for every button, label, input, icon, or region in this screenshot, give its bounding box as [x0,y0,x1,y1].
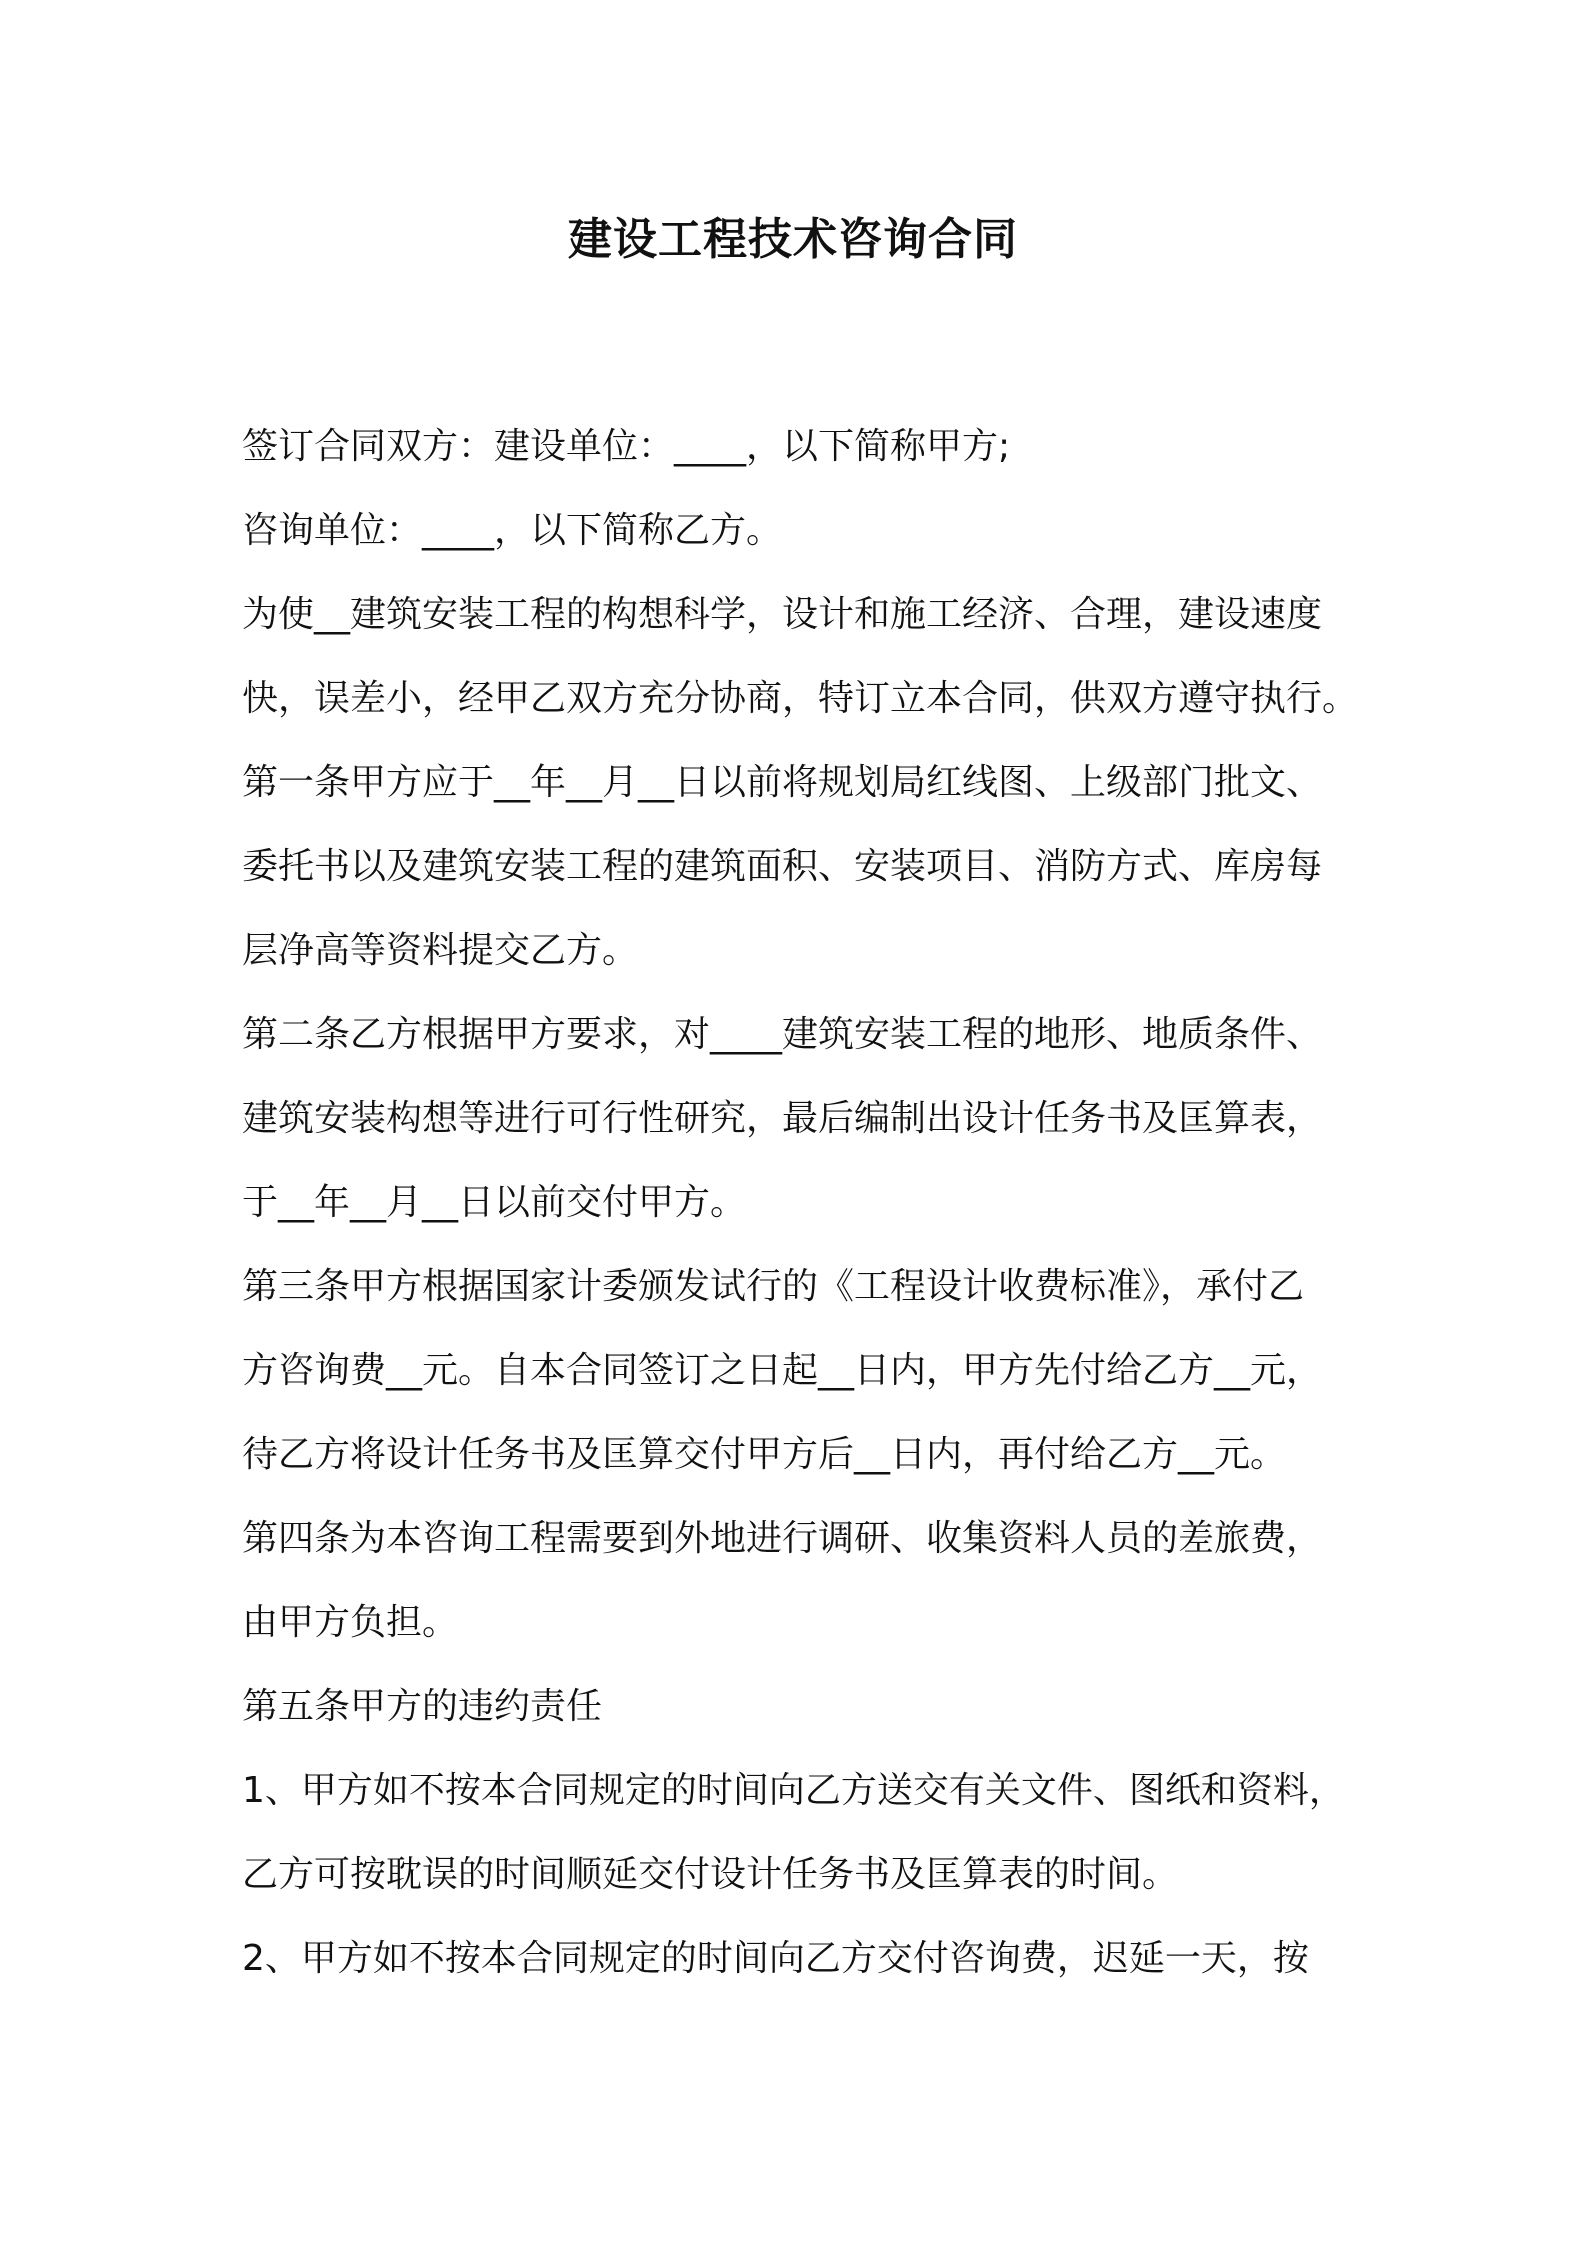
body-line: 第四条为本咨询工程需要到外地进行调研、收集资料人员的差旅费， [242,1518,1323,1559]
body-line: 签订合同双方：建设单位：____，以下简称甲方; [242,426,1011,467]
body-line: 层净高等资料提交乙方。 [242,930,639,971]
body-line: 待乙方将设计任务书及匡算交付甲方后__日内，再付给乙方__元。 [242,1434,1287,1475]
body-line: 咨询单位：____，以下简称乙方。 [242,510,783,551]
body-line: 第一条甲方应于__年__月__日以前将规划局红线图、上级部门批文、 [242,762,1323,803]
body-line: 第二条乙方根据甲方要求，对____建筑安装工程的地形、地质条件、 [242,1014,1323,1055]
body-line: 建筑安装构想等进行可行性研究，最后编制出设计任务书及匡算表， [242,1098,1323,1139]
body-line: 第五条甲方的违约责任 [242,1686,603,1727]
body-line: 快，误差小，经甲乙双方充分协商，特订立本合同，供双方遵守执行。 [242,678,1359,719]
body-line: 乙方可按耽误的时间顺延交付设计任务书及匡算表的时间。 [242,1854,1179,1895]
body-line: 委托书以及建筑安装工程的建筑面积、安装项目、消防方式、库房每 [242,846,1323,887]
document-title: 建设工程技术咨询合同 [568,214,1018,265]
body-line: 方咨询费__元。自本合同签订之日起__日内，甲方先付给乙方__元， [242,1350,1323,1391]
body-line: 第三条甲方根据国家计委颁发试行的《工程设计收费标准》，承付乙 [242,1266,1305,1307]
document-body [242,405,1362,2001]
body-line: 2、甲方如不按本合同规定的时间向乙方交付咨询费，迟延一天，按 [242,1938,1309,1979]
body-line: 为使__建筑安装工程的构想科学，设计和施工经济、合理，建设速度 [242,594,1323,635]
body-line: 由甲方负担。 [242,1602,459,1643]
body-line: 1、甲方如不按本合同规定的时间向乙方送交有关文件、图纸和资料， [242,1770,1345,1811]
body-line: 于__年__月__日以前交付甲方。 [242,1182,747,1223]
